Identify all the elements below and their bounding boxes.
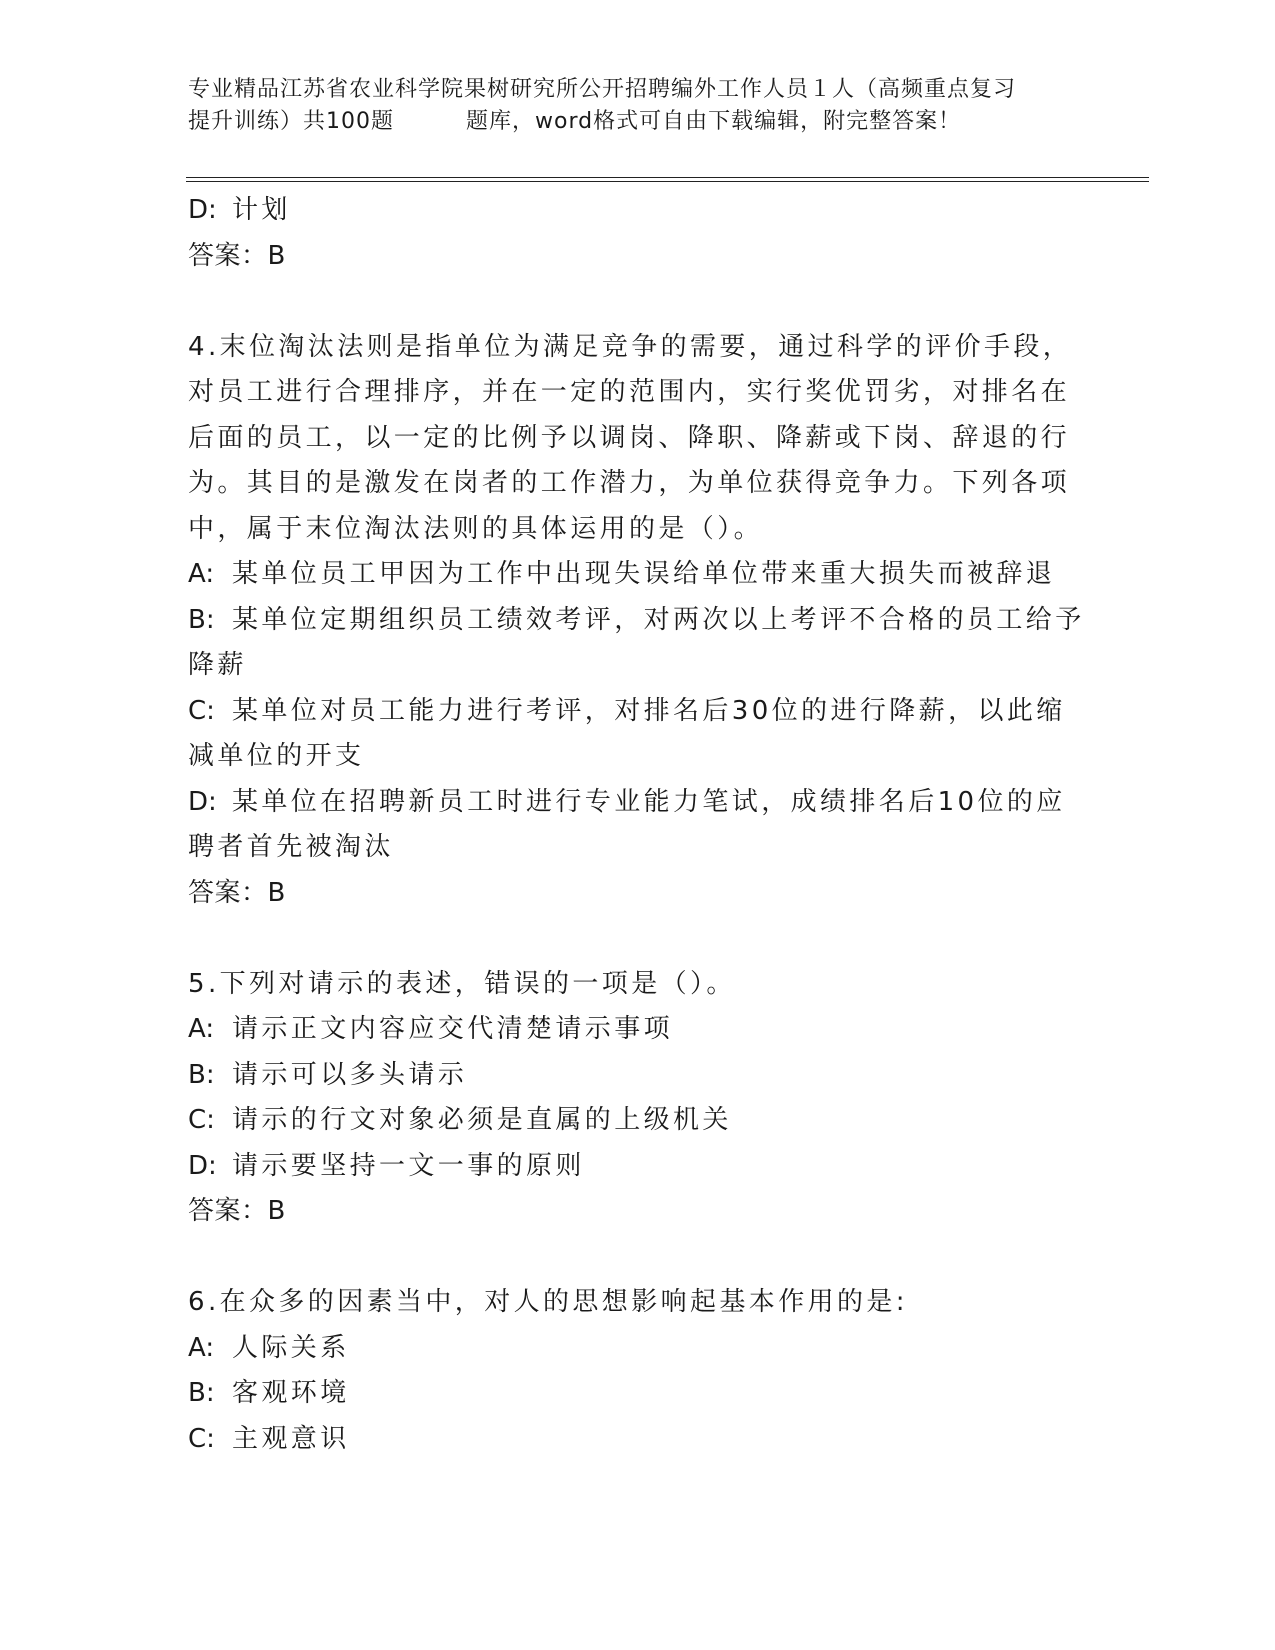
option-label: B: [188, 604, 215, 635]
q6-option-b [188, 1371, 1068, 1417]
q6-option-c [188, 1417, 1068, 1463]
q4-option-c [188, 689, 1068, 735]
option-text: 某单位对员工能力进行考评，对排名后30位的进行降薪，以此缩 [232, 695, 1066, 726]
option-label: D: [188, 195, 217, 225]
q4-option-c-continued: 减单位的开支 [188, 741, 365, 771]
q4-stem-line-1: 4.末位淘汰法则是指单位为满足竞争的需要，通过科学的评价手段， [188, 331, 1073, 362]
q4-option-b [188, 598, 1085, 644]
q5-answer: 答案：B [188, 1196, 286, 1226]
spacer [188, 1235, 1068, 1281]
header-divider-bottom [186, 181, 1149, 182]
option-text: 某单位员工甲因为工作中出现失误给单位带来重大损失而被辞退 [232, 559, 1056, 589]
q5-option-b [188, 1053, 1068, 1099]
q6-stem: 6.在众多的因素当中，对人的思想影响起基本作用的是: [188, 1287, 908, 1317]
option-label: A: [188, 1014, 215, 1044]
header-title-part-a: 提升训练）共100题 [188, 109, 394, 134]
option-text: 客观环境 [232, 1378, 350, 1408]
q5-stem: 5.下列对请示的表述，错误的一项是（）。 [188, 968, 736, 999]
option-text: 请示可以多头请示 [232, 1059, 468, 1090]
q4-stem-line-2: 对员工进行合理排序，并在一定的范围内，实行奖优罚劣，对排名在 [188, 377, 1071, 407]
q4-option-b-continued: 降薪 [188, 650, 247, 680]
header-title-part-b: 题库，word格式可自由下载编辑，附完整答案！ [466, 109, 962, 134]
q5-option-d [188, 1144, 1068, 1190]
option-label: A: [188, 559, 215, 589]
option-label: B: [188, 1059, 215, 1090]
q4-option-d [188, 780, 1068, 826]
q3-option-d [188, 188, 1068, 234]
option-text: 人际关系 [232, 1332, 350, 1363]
option-label: C: [188, 1423, 215, 1454]
header-title-line-2 [188, 106, 1088, 138]
option-text: 主观意识 [232, 1423, 350, 1454]
q4-stem-line-4: 为。其目的是激发在岗者的工作潜力，为单位获得竞争力。下列各项 [188, 468, 1071, 498]
q3-answer: 答案：B [188, 240, 286, 271]
q4-option-a [188, 552, 1068, 598]
q4-stem-line-3: 后面的员工，以一定的比例予以调岗、降职、降薪或下岗、辞退的行 [188, 422, 1071, 453]
option-label: D: [188, 786, 217, 817]
q6-option-a [188, 1326, 1068, 1372]
q5-option-c [188, 1098, 1068, 1144]
q5-option-a [188, 1007, 1068, 1053]
q4-option-d-continued: 聘者首先被淘汰 [188, 832, 394, 862]
header-divider-top [186, 177, 1149, 178]
q4-stem-line-5: 中，属于末位淘汰法则的具体运用的是（）。 [188, 513, 764, 544]
option-label: C: [188, 1105, 215, 1135]
q4-answer: 答案：B [188, 877, 286, 908]
document-header [188, 74, 1088, 138]
option-label: A: [188, 1332, 215, 1363]
option-label: C: [188, 695, 215, 726]
document-body [188, 188, 1085, 1462]
option-label: B: [188, 1378, 215, 1408]
option-text: 某单位定期组织员工绩效考评，对两次以上考评不合格的员工给予 [232, 604, 1085, 635]
spacer [188, 279, 1068, 325]
option-text: 请示要坚持一文一事的原则 [232, 1150, 585, 1181]
option-text: 某单位在招聘新员工时进行专业能力笔试，成绩排名后10位的应 [232, 786, 1066, 817]
spacer [188, 916, 1068, 962]
option-label: D: [188, 1150, 217, 1181]
option-text: 请示的行文对象必须是直属的上级机关 [232, 1105, 732, 1135]
header-title-line-1: 专业精品江苏省农业科学院果树研究所公开招聘编外工作人员１人（高频重点复习 [188, 77, 1017, 102]
option-text: 计划 [232, 195, 291, 225]
option-text: 请示正文内容应交代清楚请示事项 [232, 1014, 674, 1044]
